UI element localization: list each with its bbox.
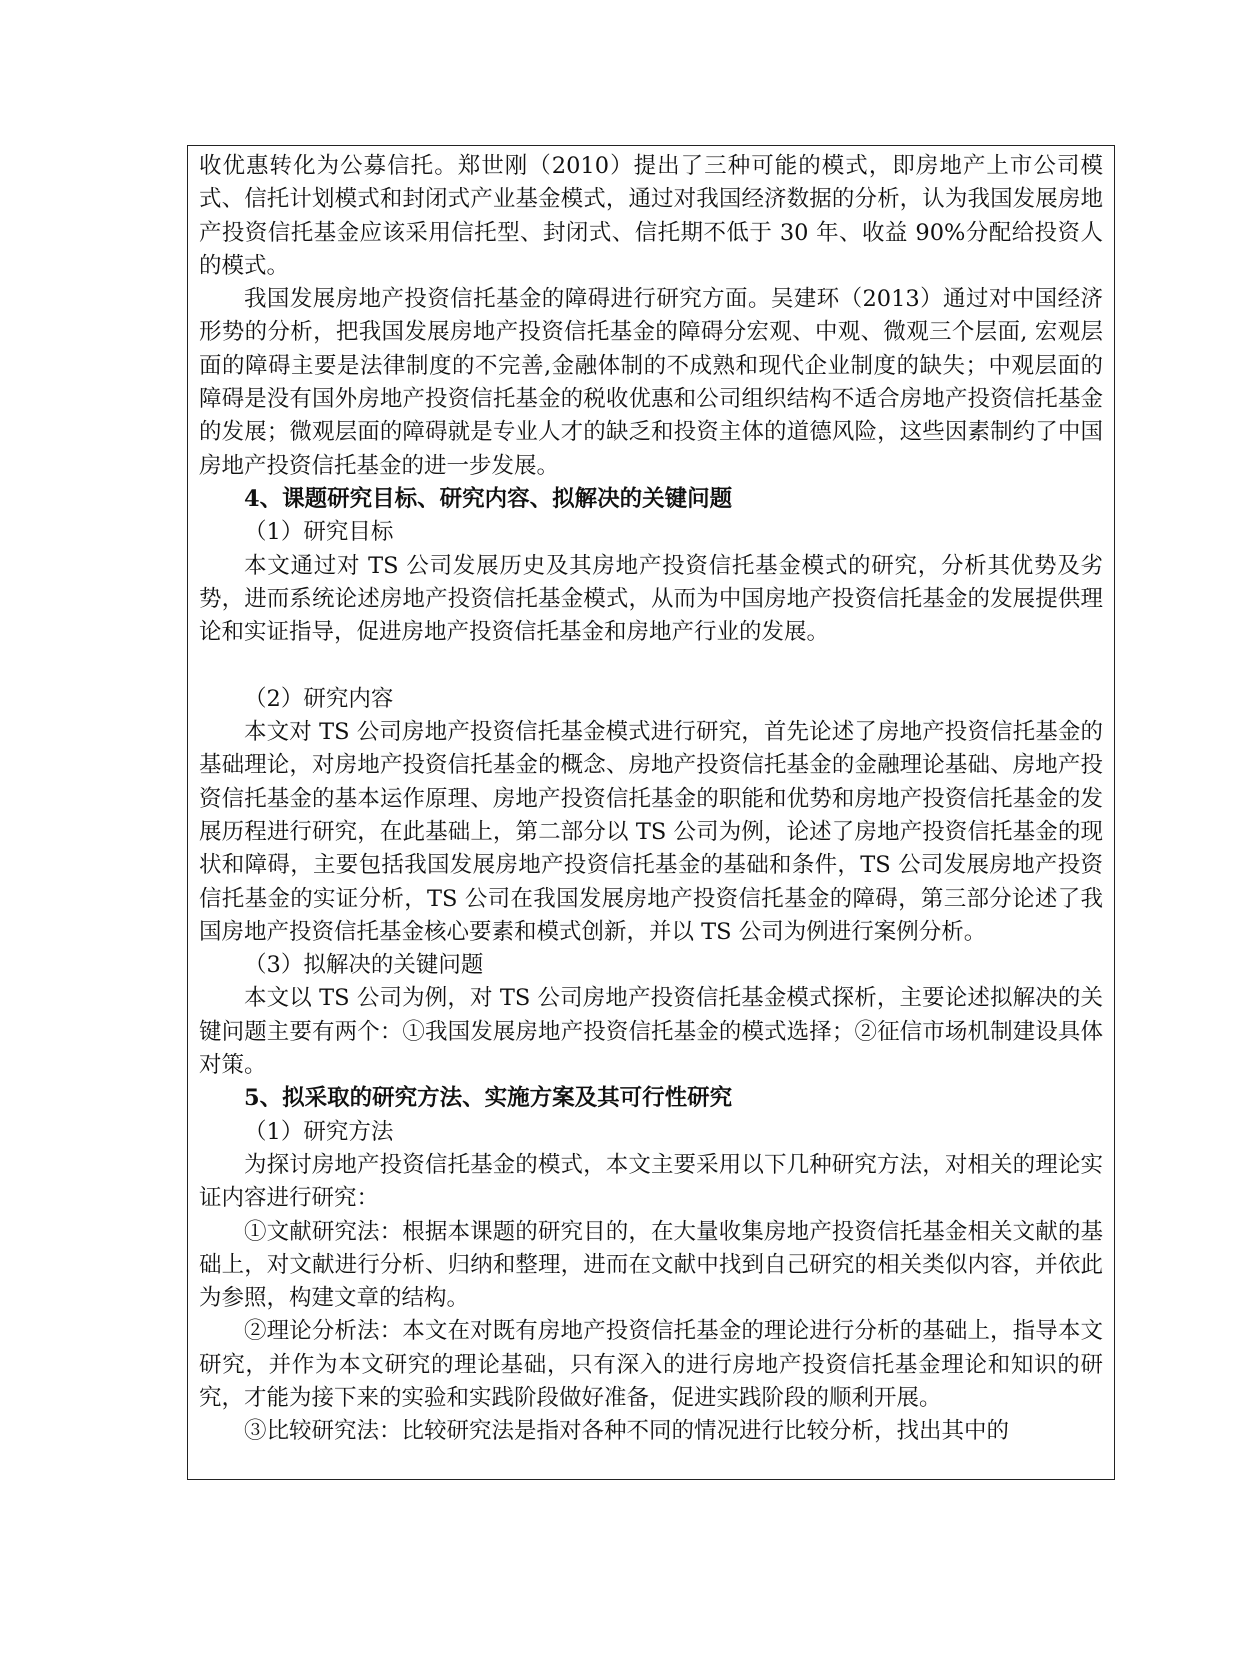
subheading-key-problems: （3）拟解决的关键问题 (244, 952, 484, 979)
subheading-research-methods: （1）研究方法 (244, 1118, 394, 1145)
paragraph-research-content: 本文对 TS 公司房地产投资信托基金模式进行研究，首先论述了房地产投资信托基金的基础理论，对房地产投资信托基金的概念、房地产投资信托基金的金融理论基础、房地产投资信托基金的基本运作原理、房地产投资信托基金的职能和优势和房地产投资信托基金的发展历程进行研究，在此基础上，第二部分以 TS 公司为例，论述了房地产投资信托基金的现状和障碍，主要包括我国发展房地产投资信托基金的基础和条件，TS 公司发展房地产投资信托基金的实证分析，TS 公司在我国发展房地产投资信托基金的障碍，第三部分论述了我国房地产投资信托基金核心要素和模式创新，并以 TS 公司为例进行案例分析。 (199, 719, 1103, 945)
subheading-research-content: （2）研究内容 (244, 685, 394, 712)
section-heading-4: 4、课题研究目标、研究内容、拟解决的关键问题 (244, 485, 733, 512)
paragraph-methods-intro: 为探讨房地产投资信托基金的模式，本文主要采用以下几种研究方法，对相关的理论实证内容进行研究： (199, 1151, 1103, 1212)
paragraph-reit-obstacles: 我国发展房地产投资信托基金的障碍进行研究方面。吴建环（2013）通过对中国经济形势的分析，把我国发展房地产投资信托基金的障碍分宏观、中观、微观三个层面, 宏观层面的障碍主要是法律制度的不完善,金融体制的不成熟和现代企业制度的缺失；中观层面的障碍是没有国外房地产投资信托基金的税收优惠和公司组织结构不适合房地产投资信托基金的发展；微观层面的障碍就是专业人才的缺乏和投资主体的道德风险，这些因素制约了中国房地产投资信托基金的进一步发展。 (199, 286, 1103, 479)
paragraph-comparative-method: ③比较研究法：比较研究法是指对各种不同的情况进行比较分析，找出其中的 (244, 1418, 1010, 1445)
paragraph-research-goal: 本文通过对 TS 公司发展历史及其房地产投资信托基金模式的研究，分析其优势及劣势，进而系统论述房地产投资信托基金模式，从而为中国房地产投资信托基金的发展提供理论和实证指导，促进房地产投资信托基金和房地产行业的发展。 (199, 552, 1103, 646)
document-table-cell (187, 145, 1115, 1480)
paragraph-theory-method: ②理论分析法：本文在对既有房地产投资信托基金的理论进行分析的基础上，指导本文研究，并作为本文研究的理论基础，只有深入的进行房地产投资信托基金理论和知识的研究，才能为接下来的实验和实践阶段做好准备，促进实践阶段的顺利开展。 (199, 1318, 1103, 1411)
blank-line (199, 649, 1103, 682)
paragraph-literature-method: ①文献研究法：根据本课题的研究目的，在大量收集房地产投资信托基金相关文献的基础上，对文献进行分析、归纳和整理，进而在文献中找到自己研究的相关类似内容，并依此为参照，构建文章的结构。 (199, 1218, 1103, 1312)
paragraph-key-problems: 本文以 TS 公司为例，对 TS 公司房地产投资信托基金模式探析，主要论述拟解决的关键问题主要有两个：①我国发展房地产投资信托基金的模式选择；②征信市场机制建设具体对策。 (199, 985, 1103, 1079)
subheading-research-goal: （1）研究目标 (244, 519, 394, 546)
document-body (199, 150, 1103, 1449)
paragraph-reit-models: 收优惠转化为公募信托。郑世刚（2010）提出了三种可能的模式，即房地产上市公司模式、信托计划模式和封闭式产业基金模式，通过对我国经济数据的分析，认为我国发展房地产投资信托基金应该采用信托型、封闭式、信托期不低于 30 年、收益 90%分配给投资人的模式。 (199, 153, 1103, 279)
section-heading-5: 5、拟采取的研究方法、实施方案及其可行性研究 (244, 1085, 733, 1112)
